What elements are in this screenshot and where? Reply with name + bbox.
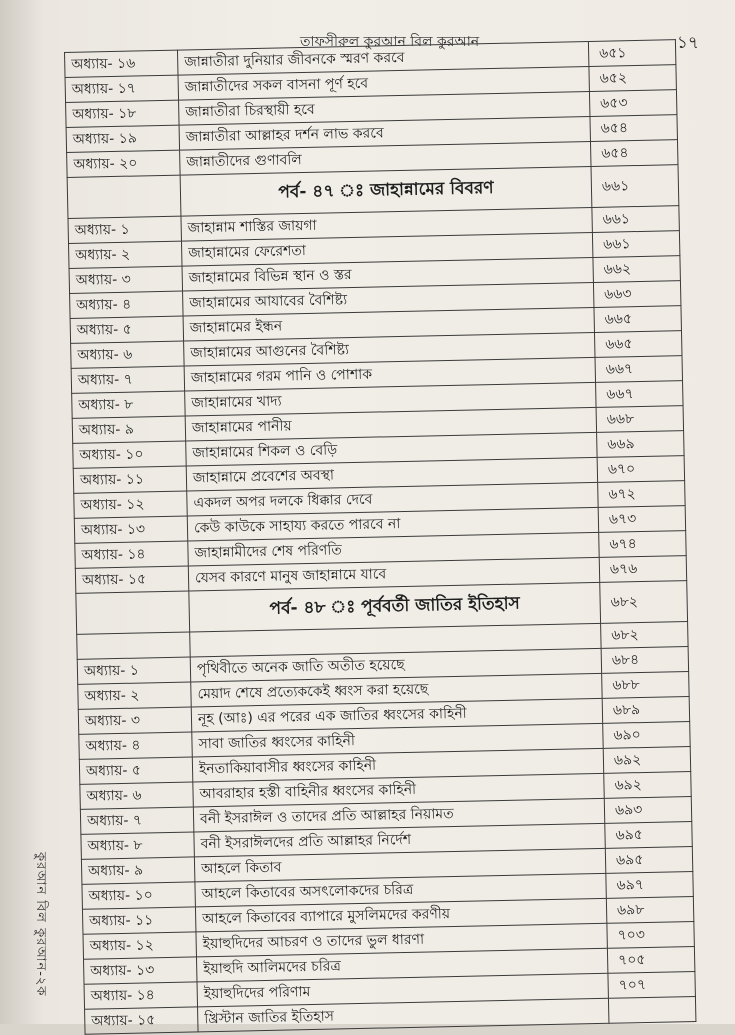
sidebar-label: কুরআন বিল কুরআন-২ক — [33, 852, 48, 997]
chapter-title: খ্রিস্টান জাতির ইতিহাস — [198, 998, 609, 1032]
chapter-page-number: ৬৭৪ — [599, 531, 687, 558]
chapter-page-number: ৬৬৩ — [593, 281, 681, 308]
chapter-title: জান্নাতীরা আল্লাহর দর্শন লাভ করবে — [179, 116, 590, 150]
chapter-title: বনী ইসরাঈলদের প্রতি আল্লাহর নির্দেশ — [194, 823, 605, 857]
section-chapter-cell — [76, 591, 190, 634]
chapter-number: অধ্যায়- ১০ — [82, 882, 195, 909]
contents-table — [64, 39, 696, 1035]
chapter-title: সাবা জাতির ধ্বংসের কাহিনী — [192, 723, 603, 757]
chapter-number: অধ্যায়- ১১ — [82, 907, 195, 934]
chapter-title: ইয়াহুদি আলিমদের চরিত্র — [196, 948, 607, 982]
chapter-page-number: ৬৯৫ — [605, 847, 693, 874]
chapter-number: অধ্যায়- ৮ — [72, 391, 185, 418]
chapter-number: অধ্যায়- ১৮ — [66, 100, 179, 127]
chapter-number: অধ্যায়- ১০ — [73, 441, 186, 468]
chapter-title: জাহান্নামে প্রবেশের অবস্থা — [186, 457, 597, 491]
chapter-page-number: ৬৬৫ — [594, 331, 682, 358]
chapter-page-number: ৬৯৭ — [606, 872, 694, 899]
chapter-page-number: ৬৭৩ — [598, 506, 686, 533]
chapter-title: জান্নাতীরা চিরস্থায়ী হবে — [179, 92, 590, 126]
chapter-number: অধ্যায়- ৯ — [72, 416, 185, 443]
chapter-title: একদল অপর দলকে ধিক্কার দেবে — [187, 482, 598, 516]
chapter-number: অধ্যায়- ১৪ — [84, 982, 197, 1009]
chapter-page-number: ৬৯৮ — [606, 897, 694, 924]
chapter-number: অধ্যায়- ১৯ — [66, 125, 179, 152]
chapter-number — [77, 632, 190, 659]
chapter-number: অধ্যায়- ১২ — [83, 932, 196, 959]
chapter-title: জান্নাতীদের সকল বাসনা পূর্ণ হবে — [178, 67, 589, 101]
chapter-title: জান্নাতীরা দুনিয়ার জীবনকে স্মরণ করবে — [177, 42, 588, 76]
page-number: ১৭ — [676, 33, 699, 53]
section-page-number: ৬৬১ — [591, 165, 679, 208]
chapter-title: আহলে কিতাব — [194, 848, 605, 882]
chapter-number: অধ্যায়- ৩ — [69, 266, 182, 293]
contents-table-body — [65, 40, 696, 1035]
chapter-number: অধ্যায়- ১৩ — [84, 957, 197, 984]
section-title: পর্ব- ৪৭ ঃ জাহান্নামের বিবরণ — [180, 166, 592, 216]
chapter-title: নূহ (আঃ) এর পরের এক জাতির ধ্বংসের কাহিনী — [191, 698, 602, 732]
chapter-page-number: ৬৬১ — [592, 206, 680, 233]
chapter-number: অধ্যায়- ৫ — [79, 757, 192, 784]
running-title: তাফসীরুল কুরআন বিল কুরআন — [300, 34, 480, 50]
chapter-page-number: ৬৫২ — [589, 65, 677, 92]
chapter-page-number: ৬৫১ — [588, 40, 676, 67]
chapter-number: অধ্যায়- ৫ — [70, 316, 183, 343]
section-title: পর্ব- ৪৮ ঃ পূর্ববর্তী জাতির ইতিহাস — [189, 582, 601, 632]
chapter-number: অধ্যায়- ১৩ — [74, 516, 187, 543]
chapter-number: অধ্যায়- ৯ — [81, 857, 194, 884]
chapter-title: জাহান্নামের শিকল ও বেড়ি — [186, 432, 597, 466]
chapter-title: জাহান্নামের বিভিন্ন স্থান ও স্তর — [182, 257, 593, 291]
contents-table-wrapper — [64, 39, 696, 1035]
chapter-title: জান্নাতীদের গুণাবলি — [180, 141, 591, 175]
chapter-number: অধ্যায়- ১৭ — [65, 75, 178, 102]
chapter-title: যেসব কারণে মানুষ জাহান্নামে যাবে — [188, 557, 599, 591]
chapter-number: অধ্যায়- ২০ — [67, 150, 180, 177]
chapter-number: অধ্যায়- ১৪ — [75, 541, 188, 568]
chapter-page-number: ৬৬৮ — [596, 406, 684, 433]
chapter-page-number: ৬৭৬ — [599, 556, 687, 583]
chapter-page-number: ৭০৫ — [607, 946, 695, 973]
chapter-page-number: ৬৮৯ — [602, 697, 690, 724]
chapter-page-number: ৬৯২ — [603, 747, 691, 774]
chapter-title: জাহান্নামের আযাবের বৈশিষ্ট্য — [183, 282, 594, 316]
chapter-page-number: ৬৬৫ — [594, 306, 682, 333]
chapter-title: জাহান্নাম শাস্তির জায়গা — [181, 207, 592, 241]
chapter-page-number: ৬৯০ — [603, 722, 691, 749]
section-page-number: ৬৮২ — [600, 581, 688, 624]
chapter-number: অধ্যায়- ৮ — [81, 832, 194, 859]
chapter-number: অধ্যায়- ১ — [68, 216, 181, 243]
chapter-number: অধ্যায়- ১ — [77, 657, 190, 684]
section-chapter-cell — [67, 175, 181, 218]
chapter-title: কেউ কাউকে সাহায্য করতে পারবে না — [187, 507, 598, 541]
chapter-number: অধ্যায়- ৩ — [78, 707, 191, 734]
chapter-number: অধ্যায়- ৭ — [80, 807, 193, 834]
chapter-title: জাহান্নামের খাদ্য — [185, 382, 596, 416]
chapter-title: বনী ইসরাঈল ও তাদের প্রতি আল্লাহর নিয়ামত — [193, 798, 604, 832]
chapter-number: অধ্যায়- ১৫ — [75, 566, 188, 593]
chapter-page-number: ৬৬২ — [593, 256, 681, 283]
chapter-number: অধ্যায়- ৬ — [80, 782, 193, 809]
chapter-title: জাহান্নামের ইন্ধন — [183, 307, 594, 341]
chapter-page-number: ৬৫৪ — [590, 115, 678, 142]
chapter-page-number — [608, 996, 696, 1023]
chapter-page-number: ৬৬১ — [592, 231, 680, 258]
chapter-title: আহলে কিতাবের অসৎলোকদের চরিত্র — [195, 873, 606, 907]
chapter-number: অধ্যায়- ২ — [78, 682, 191, 709]
chapter-title: জাহান্নামের গরম পানি ও পোশাক — [184, 357, 595, 391]
chapter-number: অধ্যায়- ৬ — [71, 341, 184, 368]
chapter-title: ইনতাকিয়াবাসীর ধ্বংসের কাহিনী — [192, 748, 603, 782]
chapter-number: অধ্যায়- ৪ — [70, 291, 183, 318]
chapter-number: অধ্যায়- ৭ — [71, 366, 184, 393]
chapter-page-number: ৬৫৩ — [589, 90, 677, 117]
chapter-number: অধ্যায়- ৪ — [79, 732, 192, 759]
chapter-page-number: ৬৮৮ — [602, 672, 690, 699]
chapter-page-number: ৭০৩ — [607, 922, 695, 949]
chapter-title: জাহান্নামের পানীয় — [185, 407, 596, 441]
chapter-number: অধ্যায়- ১১ — [73, 466, 186, 493]
chapter-page-number: ৬৭০ — [597, 456, 685, 483]
chapter-title: পৃথিবীতে অনেক জাতি অতীত হয়েছে — [190, 648, 601, 682]
chapter-title: ইয়াহুদিদের আচরণ ও তাদের ভুল ধারণা — [196, 923, 607, 957]
chapter-page-number: ৬৬৯ — [597, 431, 685, 458]
chapter-page-number: ৬৯৩ — [604, 797, 692, 824]
chapter-page-number: ৬৭২ — [598, 481, 686, 508]
chapter-page-number: ৭০৭ — [608, 971, 696, 998]
chapter-title: আবরাহার হস্তী বাহিনীর ধ্বংসের কাহিনী — [193, 773, 604, 807]
chapter-page-number: ৬৮৪ — [601, 647, 689, 674]
chapter-page-number: ৬৯৫ — [605, 822, 693, 849]
chapter-page-number: ৬৯২ — [604, 772, 692, 799]
chapter-page-number: ৬৮২ — [601, 622, 689, 649]
chapter-number: অধ্যায়- ২ — [69, 241, 182, 268]
chapter-number: অধ্যায়- ১৫ — [85, 1007, 198, 1034]
chapter-page-number: ৬৬৭ — [596, 381, 684, 408]
chapter-page-number: ৬৬৭ — [595, 356, 683, 383]
chapter-title: আহলে কিতাবের ব্যাপারে মুসলিমদের করণীয় — [195, 898, 606, 932]
chapter-title: জাহান্নামীদের শেষ পরিণতি — [188, 532, 599, 566]
chapter-title: ইয়াহুদিদের পরিণাম — [197, 973, 608, 1007]
chapter-number: অধ্যায়- ১৬ — [65, 50, 178, 77]
chapter-title: মেয়াদ শেষে প্রত্যেককেই ধ্বংস করা হয়েছে — [191, 673, 602, 707]
chapter-title: জাহান্নামের ফেরেশতা — [181, 232, 592, 266]
chapter-page-number: ৬৫৪ — [590, 140, 678, 167]
chapter-title: জাহান্নামের আগুনের বৈশিষ্ট্য — [184, 332, 595, 366]
chapter-number: অধ্যায়- ১২ — [74, 491, 187, 518]
